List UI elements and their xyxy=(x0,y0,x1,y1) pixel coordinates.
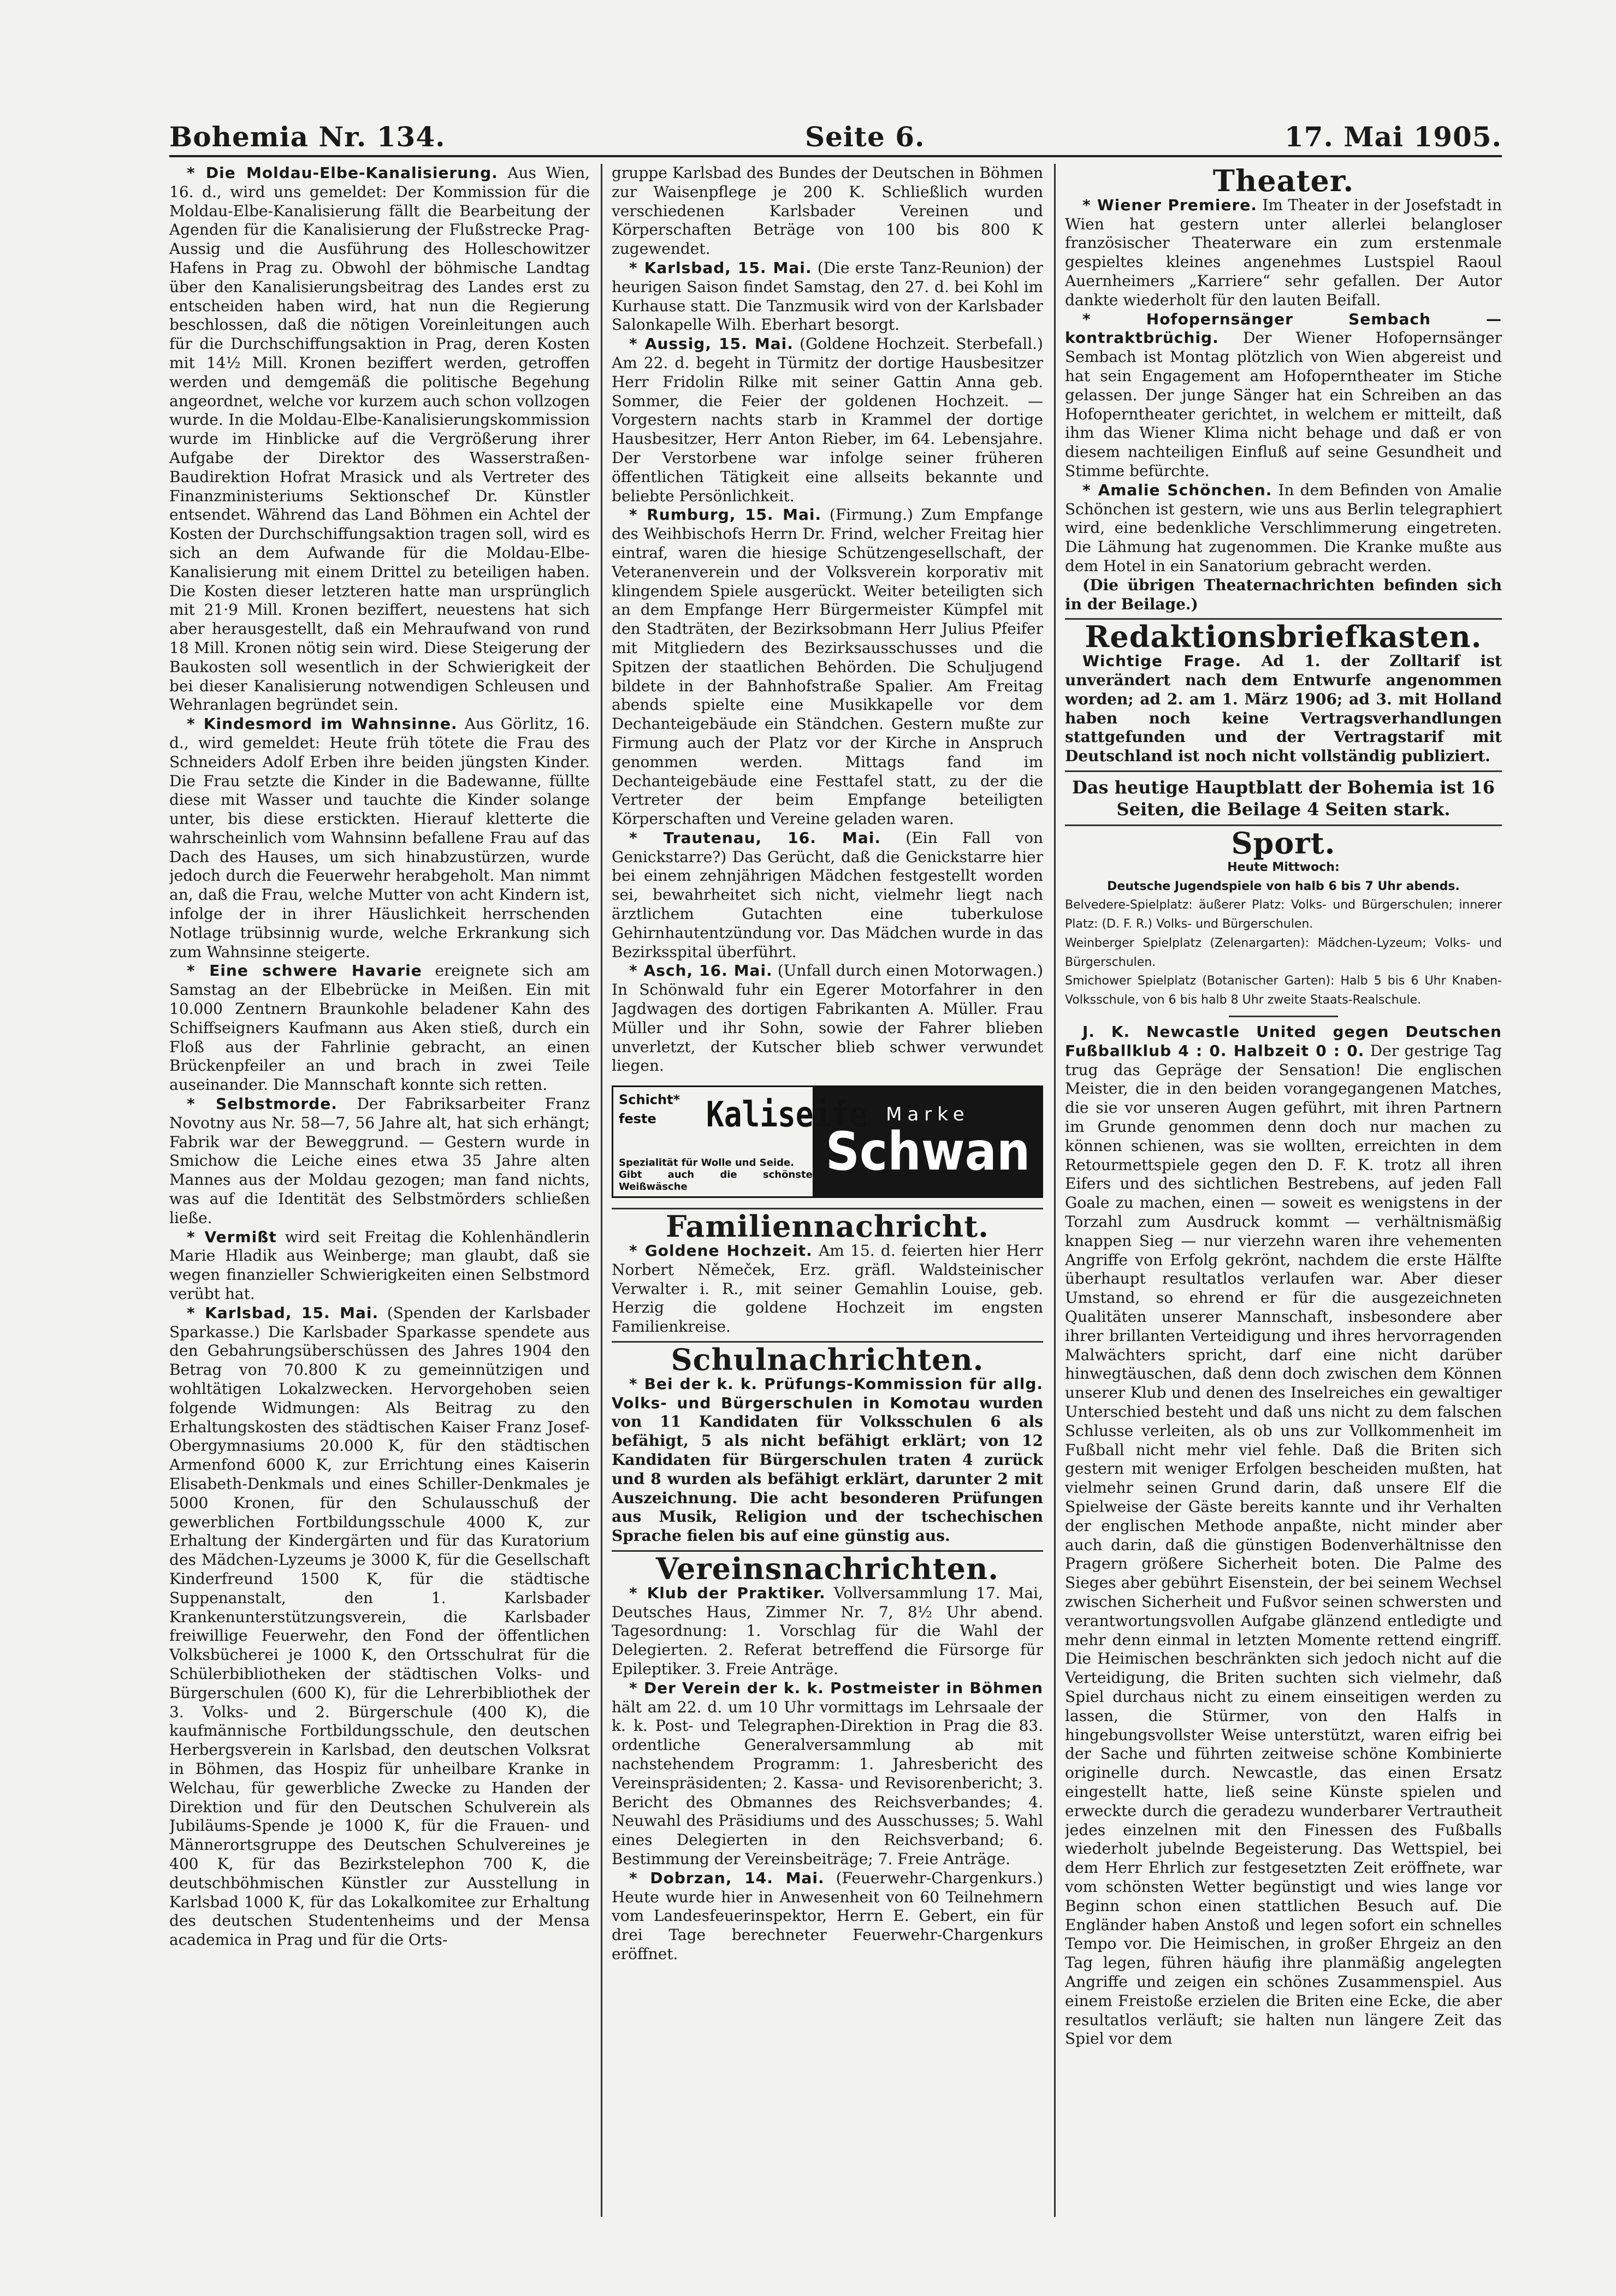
article: * Eine schwere Havarie ereignete sich am Samstag an der Elbebrücke in Meißen. Ein mit 10.000 Zentnern Braunkohle beladener Kahn des Schiffseigners Kaufmann aus Aken stieß, durch ein Floß aus der Fahrlinie gebracht, an einen Brückenpfeiler an und brach in zwei Teile auseinander. Die Mannschaft konnte sich retten. xyxy=(169,962,590,1094)
article: * Wiener Premiere. Im Theater in der Josefstadt in Wien hat gestern unter allerlei belangloser französischer Theaterware ein zum erstenmale gespieltes kleines angenehmes Lustspiel Raoul Auernheimers „Karriere“ sehr gefallen. Der Autor dankte wiederholt für den lauten Beifall. xyxy=(1065,195,1502,309)
article: * Die Moldau-Elbe-Kanalisierung. Aus Wien, 16. d., wird uns gemeldet: Der Kommission für die Moldau-Elbe-Kanalisierung fällt die Bearbeitung der Agenden für die Kanalisierung der Flußstrecke Prag-Aussig und die Ausführung des Holleschowitzer Hafens in Prag zu. Obwohl der böhmische Landtag über den Kanalisierungsbeitrag des Landes erst zu entscheiden haben wird, hat nun die Regierung beschlossen, daß die nötigen Voreinleitungen auch für die Durchschiffungsaktion in Prag, deren Kosten mit 14½ Mill. Kronen beziffert werden, getroffen werden und demgemäß die politische Begehung angeordnet, welche vor kurzem auch schon vollzogen wurde. In die Moldau-Elbe-Kanalisierungskommission wurde im Hinblicke auf die Vergrößerung ihrer Aufgabe der Direktor des Wasserstraßen-Baudirektion Hofrat Mrasick und als Vertreter des Finanzministeriums Sektionschef Dr. Künstler entsendet. Während das Land Böhmen ein Achtel der Kosten der Durchschiffungsaktion tragen soll, wird es sich an dem Aufwande für die Moldau-Elbe-Kanalisierung mit einem Drittel zu beteiligen haben. Die Kosten dieser letzteren hatte man ursprünglich mit 21·9 Mill. Kronen beziffert, neuestens hat sich aber herausgestellt, daß ein Mehraufwand von rund 18 Mill. Kronen nötig sein wird. Diese Steigerung der Baukosten soll wesentlich in der Schwierigkeit der bei dieser Kanalisierung notwendigen Schleusen und Wehranlagen begründet sein. xyxy=(169,164,590,714)
section-title-vereins: Vereinsnachrichten. xyxy=(655,1551,999,1586)
newspaper-page xyxy=(158,98,1507,2228)
column-1 xyxy=(169,164,590,2217)
column-divider-2 xyxy=(1054,164,1056,2217)
masthead-date: 17. Mai 1905. xyxy=(1284,121,1502,153)
article: * Dobrzan, 14. Mai. (Feuerwehr-Chargenkurs.) Heute wurde hier in Anwesenheit von 60 Teilnehmern vom Landesfeuerinspektor, Herrn E. Gebert, ein für drei Tage berechneter Feuerwehr-Chargenkurs eröffnet. xyxy=(612,1868,1043,1963)
column-divider-1 xyxy=(601,164,602,2217)
section-title-redaktion: Redaktionsbriefkasten. xyxy=(1085,619,1482,655)
article: Wichtige Frage. Ad 1. der Zolltarif ist unverändert nach dem Entwurfe angenommen worden; ad 2. am 1. März 1906; ad 3. mit Holland haben noch keine Vertragsverhandlungen stattgefunden und der Vertragstarif mit Deutschland ist noch nicht vollständig publiziert. xyxy=(1065,652,1502,766)
column-3 xyxy=(1065,164,1502,2217)
ad-feste: feste xyxy=(619,1111,656,1127)
ad-left-panel xyxy=(613,1087,867,1196)
section-rule xyxy=(1065,770,1502,772)
article: * Amalie Schönchen. In dem Befinden von Amalie Schönchen ist gestern, wie uns aus Berlin telegraphiert wird, eine bedenkliche Verschlimmerung eingetreten. Die Lähmung hat zugenommen. Die Kranke mußte aus dem Hotel in ein Sanatorium gebracht werden. xyxy=(1065,480,1502,575)
article: * Selbstmorde. Der Fabriksarbeiter Franz Novotny aus Nr. 58—7, 56 Jahre alt, hat sich erhängt; Fabrik war der Beweggrund. — Gestern wurde in Smichow die Leiche eines etwa 35 Jahre alten Mannes aus der Moldau gezogen; man fand nichts, was auf die Identität des Selbstmörders schließen ließe. xyxy=(169,1095,590,1227)
article: J. K. Newcastle United gegen Deutschen Fußballklub 4 : 0. Halbzeit 0 : 0. Der gestrige Tag trug das Gepräge der Sensation! Die englischen Meister, die in den beiden vorangegangenen Matches, die sie vor unseren Augen geführt, mit ihren Partnern im Grunde genommen denn doch nur machen zu können schienen, was sie wollten, erreichten in dem Retourmettspiele gegen den D. F. K. trotz all ihren Eifers und des sichtlichen Bestrebens, auf jeden Fall Goale zu machen, einen — soweit es wenigstens in der Torzahl zum Ausdruck kommt — verhältnismäßig knappen Sieg — nur vierzehn waren ihre vehementen Angriffe von Erfolg gekrönt, nachdem die erste Hälfte überhaupt resultatlos verlaufen war. Aber dieser Umstand, so ehrend er für die ausgezeichneten Qualitäten unserer Mannschaft, insbesondere aber ihrer brillanten Verteidigung und ihres hervorragenden Malwächters spricht, darf eine nicht darüber hinwegtäuschen, daß denn doch zwischen dem Können unserer Klub und denen des Inselreiches ein gewaltiger Unterschied besteht und daß uns nicht zu dem falschen Schlusse verleiten, als ob uns zur Vollkommenheit im Fußball nicht mehr viel fehle. Daß die Briten sich gestern mit weniger Erfolgen bescheiden mußten, hat vielmehr seinen Grund darin, daß unsere Elf die Spielweise der Gäste bereits kannte und ihr Verhalten der englischen Methode anpaßte, nicht minder aber auch darin, daß die günstigen Bodenverhältnisse den Pragern größere Sicherheit boten. Die Palme des Sieges aber gebührt Eisenstein, der bei seinem Wechsel zwischen Sicherheit und Fußvor seinen schwersten und verantwortungsvollen Aufgabe glänzend entledigte und mehr denn einmal in letzten Momente rettend eingriff. Die Heimischen beschränkten sich jedoch nicht auf die Verteidigung, die Briten suchten sich vielmehr, daß Spiel durchaus nicht zu einem einseitigen werden zu lassen, die Stürmer, von den Halfs in hingebungsvollster Weise unterstützt, waren eifrig bei der Sache und führten zeitweise schöne Kombinierte originelle durch. Newcastle, das einen Ersatz eingestellt hatte, ließ seine Künste spielen und erweckte durch die geradezu wunderbarer Vertrautheit jedes einzelnen mit den Finessen des Fußballs wiederholt jubelnde Begeisterung. Das Wettspiel, bei dem Herr Ehrlich zur festgesetzten Zeit eröffnete, war vom schönsten Wetter begünstigt und wies lange vor Beginn schon einen stattlichen Besuch auf. Die Engländer haben Anstoß und legen sofort ein schnelles Tempo vor. Die Heimischen, in großer Ehrgeiz an den Tag legen, führen häufig ihre planmäßig angelegten Angriffe und zeigen ein schönes Zusammenspiel. Aus einem Freistoße erzielen die Briten eine Ecke, die aber resultatlos verläuft; sie halten nun längere Zeit das Spiel vor dem xyxy=(1065,1023,1502,2048)
article: * Aussig, 15. Mai. (Goldene Hochzeit. Sterbefall.) Am 22. d. begeht in Türmitz der dortige Hausbesitzer Herr Fridolin Rilke mit seiner Gattin Anna geb. Sommer, die Feier der goldenen Hochzeit. — Vorgestern nachts starb in Krammel der dortige Hausbesitzer, Herr Anton Rieber, im 64. Lebensjahre. Der Verstorbene war infolge seiner früheren öffentlichen Tätigkeit eine allseits bekannte und beliebte Persönlichkeit. xyxy=(612,335,1043,505)
ad-marke: Marke xyxy=(886,1103,970,1125)
section-rule xyxy=(1229,1016,1338,1017)
article: * Trautenau, 16. Mai. (Ein Fall von Genickstarre?) Das Gerücht, daß die Genickstarre hier bei einem zehnjährigen Mädchen festgestellt worden sei, bewahrheitet sich nicht, vielmehr liegt nach ärztlichem Gutachten eine tuberkulose Gehirnhautentzündung vor. Das Mädchen wurde in das Bezirksspital überführt. xyxy=(612,828,1043,961)
ad-brand-schicht: Schicht* xyxy=(619,1092,680,1108)
section-title-sport: Sport. xyxy=(1231,825,1336,861)
section-title-familien: Familiennachricht. xyxy=(666,1209,989,1244)
article: * Hofopernsänger Sembach — kontraktbrüchig. Der Wiener Hofopernsänger Sembach ist Montag plötzlich von Wien abgereist und hat sein Engagement am Hofoperntheater im Stiche gelassen. Der junge Sänger hat ein Schreiben an das Hofoperntheater gerichtet, in welchem er mitteilt, daß ihm das Wiener Klima nicht behage und daß er von diesem nachteiligen Einfluß auf seine Gesundheit und Stimme befürchte. xyxy=(1065,310,1502,480)
article: * Bei der k. k. Prüfungs-Kommission für allg. Volks- und Bürgerschulen in Komotau wurden von 11 Kandidaten für Volksschulen 6 als befähigt, 5 als nicht befähigt erklärt; von 12 Kandidaten für Bürgerschulen traten 4 zurück und 8 wurden als befähigt erklärt, darunter 2 mit Auszeichnung. Die acht besonderen Prüfungen aus Musik, Religion und der tschechischen Sprache fielen bis auf eine günstig aus. xyxy=(612,1374,1043,1545)
masthead-rule xyxy=(169,155,1502,157)
ad-specialty: Spezialität für Wolle und Seide. Gibt auch die schönste Weißwäsche xyxy=(619,1157,813,1193)
article: gruppe Karlsbad des Bundes der Deutschen in Böhmen zur Waisenpflege je 200 K. Schließlich wurden verschiedenen Karlsbader Vereinen und Körperschaften Beträge von 100 bis 800 K zugewendet. xyxy=(612,164,1043,258)
sport-schedule: Heute Mittwoch: Deutsche Jugendspiele von halb 6 bis 7 Uhr abends. Belvedere-Spielplatz: äußerer Platz: Volks- und Bürgerschulen; innerer Platz: (D. F. R.) Volks- und Bürgerschulen. Weinberger Spielplatz (Zelenargarten): Mädchen-Lyzeum; Volks- und Bürgerschulen. Smichower Spielplatz (Botanischer Garten): Halb 5 bis 6 Uhr Knaben-Volksschule, von 6 bis halb 8 Uhr zweite Staats-Realschule. xyxy=(1065,860,1502,1007)
page-count-notice: Das heutige Hauptblatt der Bohemia ist 16 Seiten, die Beilage 4 Seiten stark. xyxy=(1072,776,1495,820)
ad-kaliseife: Kaliseife xyxy=(706,1095,867,1136)
article: * Rumburg, 15. Mai. (Firmung.) Zum Empfange des Weihbischofs Herrn Dr. Frind, welcher Freitag hier eintraf, waren die hiesige Schützengesellschaft, der Veteranenverein und der Volksverein korporativ mit klingendem Spiele ausgerückt. Weiter beteiligten sich an dem Empfange Herr Bürgermeister Kümpfel mit den Stadträten, der Bezirksobmann Herr Julius Pfeifer mit Mitgliedern des Bezirksausschusses und die Spitzen der staatlichen Behörden. Die Schuljugend bildete in der Bahnhofstraße Spalier. Am Freitag abends spielte eine Musikkapelle vor dem Dechanteigebäude ein Ständchen. Gestern mußte zur Firmung auch der Platz vor der Kirche in Anspruch genommen werden. Mittags fand im Dechanteigebäude eine Festtafel statt, zu der die Vertreter der beim Empfange beteiligten Körperschaften und Vereine geladen waren. xyxy=(612,506,1043,828)
masthead-page-number: Seite 6. xyxy=(804,121,925,153)
column-2 xyxy=(612,164,1043,2217)
masthead xyxy=(169,104,1502,153)
section-title-schul: Schulnachrichten. xyxy=(671,1342,984,1378)
ad-schwan-logo: Schwan xyxy=(825,1120,1031,1182)
article: * Goldene Hochzeit. Am 15. d. feierten hier Herr Norbert Němeček, Erz. gräfl. Waldsteinischer Verwalter i. R., mit seiner Gemahlin Louise, geb. Herzig die goldene Hochzeit im engsten Familienkreise. xyxy=(612,1242,1043,1336)
article: * Vermißt wird seit Freitag die Kohlenhändlerin Marie Hladik aus Weinberge; man glaubt, daß sie wegen finanzieller Schwierigkeiten einen Selbstmord verübt hat. xyxy=(169,1227,590,1303)
article: * Karlsbad, 15. Mai. (Die erste Tanz-Reunion) der heurigen Saison findet Samstag, den 27. d. bei Kohl im Kurhause statt. Die Tanzmusik wird von der Karlsbader Salonkapelle Wilh. Eberhart besorgt. xyxy=(612,258,1043,334)
article: (Die übrigen Theaternachrichten befinden sich in der Beilage.) xyxy=(1065,576,1502,613)
article: * Asch, 16. Mai. (Unfall durch einen Motorwagen.) In Schönwald fuhr ein Egerer Motorfahrer in den Jagdwagen des dortigen Fabrikanten A. Müller. Frau Müller und ihr Sohn, sowie der Fahrer blieben unverletzt, der Kutscher blieb schwer verwundet liegen. xyxy=(612,962,1043,1075)
section-title-theater: Theater. xyxy=(1212,164,1354,198)
soap-advertisement xyxy=(612,1085,1043,1198)
article: * Kindesmord im Wahnsinne. Aus Görlitz, 16. d., wird gemeldet: Heute früh tötete die Frau des Schneiders Adolf Erben ihre beiden jüngsten Kinder. Die Frau setzte die Kinder in die Badewanne, füllte diese mit Wasser und tauchte die Kinder solange unter, bis diese erstickten. Hierauf kletterte die wahrscheinlich vom Wahnsinn befallene Frau auf das Dach des Hauses, um sich hinabzustürzen, wurde jedoch durch die Feuerwehr herabgeholt. Man nimmt an, daß die Frau, welche Mutter von acht Kindern ist, infolge der in ihrer Häuslichkeit herrschenden Notlage trübsinnig wurde, welche Erkrankung sich zum Wahnsinne steigerte. xyxy=(169,715,590,961)
masthead-paper-issue: Bohemia Nr. 134. xyxy=(169,121,446,153)
article: * Der Verein der k. k. Postmeister in Böhmen hält am 22. d. um 10 Uhr vormittags im Lehrsaale der k. k. Post- und Telegraphen-Direktion in Prag die 83. ordentliche Generalversammlung ab mit nachstehendem Programm: 1. Jahresbericht des Vereinspräsidenten; 2. Kassa- und Revisorenbericht; 3. Bericht des Obmannes des Reichsverbandes; 4. Neuwahl des Präsidiums und des Ausschusses; 5. Wahl eines Delegierten in den Reichsverband; 6. Bestimmung der Vereinsbeiträge; 7. Freie Anträge. xyxy=(612,1678,1043,1868)
article: * Karlsbad, 15. Mai. (Spenden der Karlsbader Sparkasse.) Die Karlsbader Sparkasse spendete aus den Gebahrungsüberschüssen des Jahres 1904 den Betrag von 70.800 K zu gemeinnützigen und wohltätigen Lokalzwecken. Hervorgehoben seien folgende Widmungen: Als Beitrag zu den Erhaltungskosten des städtischen Kaiser Franz Josef-Obergymnasiums 20.000 K, für den städtischen Armenfond 6000 K, zur Errichtung eines Kaiserin Elisabeth-Denkmals und eines Schiller-Denkmales je 5000 Kronen, für den Schulausschuß der gewerblichen Fortbildungsschule 4000 K, zur Erhaltung der Kindergärten und für das Kuratorium des Mädchen-Lyzeums je 3000 K, für die Gesellschaft Kinderfreund 1500 K, für die städtische Suppenanstalt, den 1. Karlsbader Krankenunterstützungsverein, die Karlsbader freiwillige Feuerwehr, den Fond der öffentlichen Volksbücherei je 1000 K, den Ortsschulrat für die Schülerbibliotheken der städtischen Volks- und Bürgerschulen (600 K), für die Lehrerbibliothek der 3. Volks- und 2. Bürgerschule (400 K), die kaufmännische Fortbildungsschule, den deutschen Herbergsverein in Karlsbad, den deutschen Volksrat in Böhmen, das Hospiz für unheilbare Kranke in Welchau, für gewerbliche Zwecke zu Handen der Direktion und für den Deutschen Schulverein als Jubiläums-Spende je 1000 K, für die Frauen- und Männerortsgruppe des Deutschen Schulvereines je 400 K, für das Bezirkstelephon 700 K, die deutschböhmischen Künstler zur Ausstellung in Karlsbad 1000 K, für das Lokalkomitee zur Erhaltung des deutschen Studentenheims und der Mensa academica in Prag und für die Orts- xyxy=(169,1303,590,1949)
article: * Klub der Praktiker. Vollversammlung 17. Mai, Deutsches Haus, Zimmer Nr. 7, 8½ Uhr abend. Tagesordnung: 1. Vorschlag für die Wahl der Delegierten. 2. Referat betreffend die Fürsorge für Epileptiker. 3. Freie Anträge. xyxy=(612,1583,1043,1678)
